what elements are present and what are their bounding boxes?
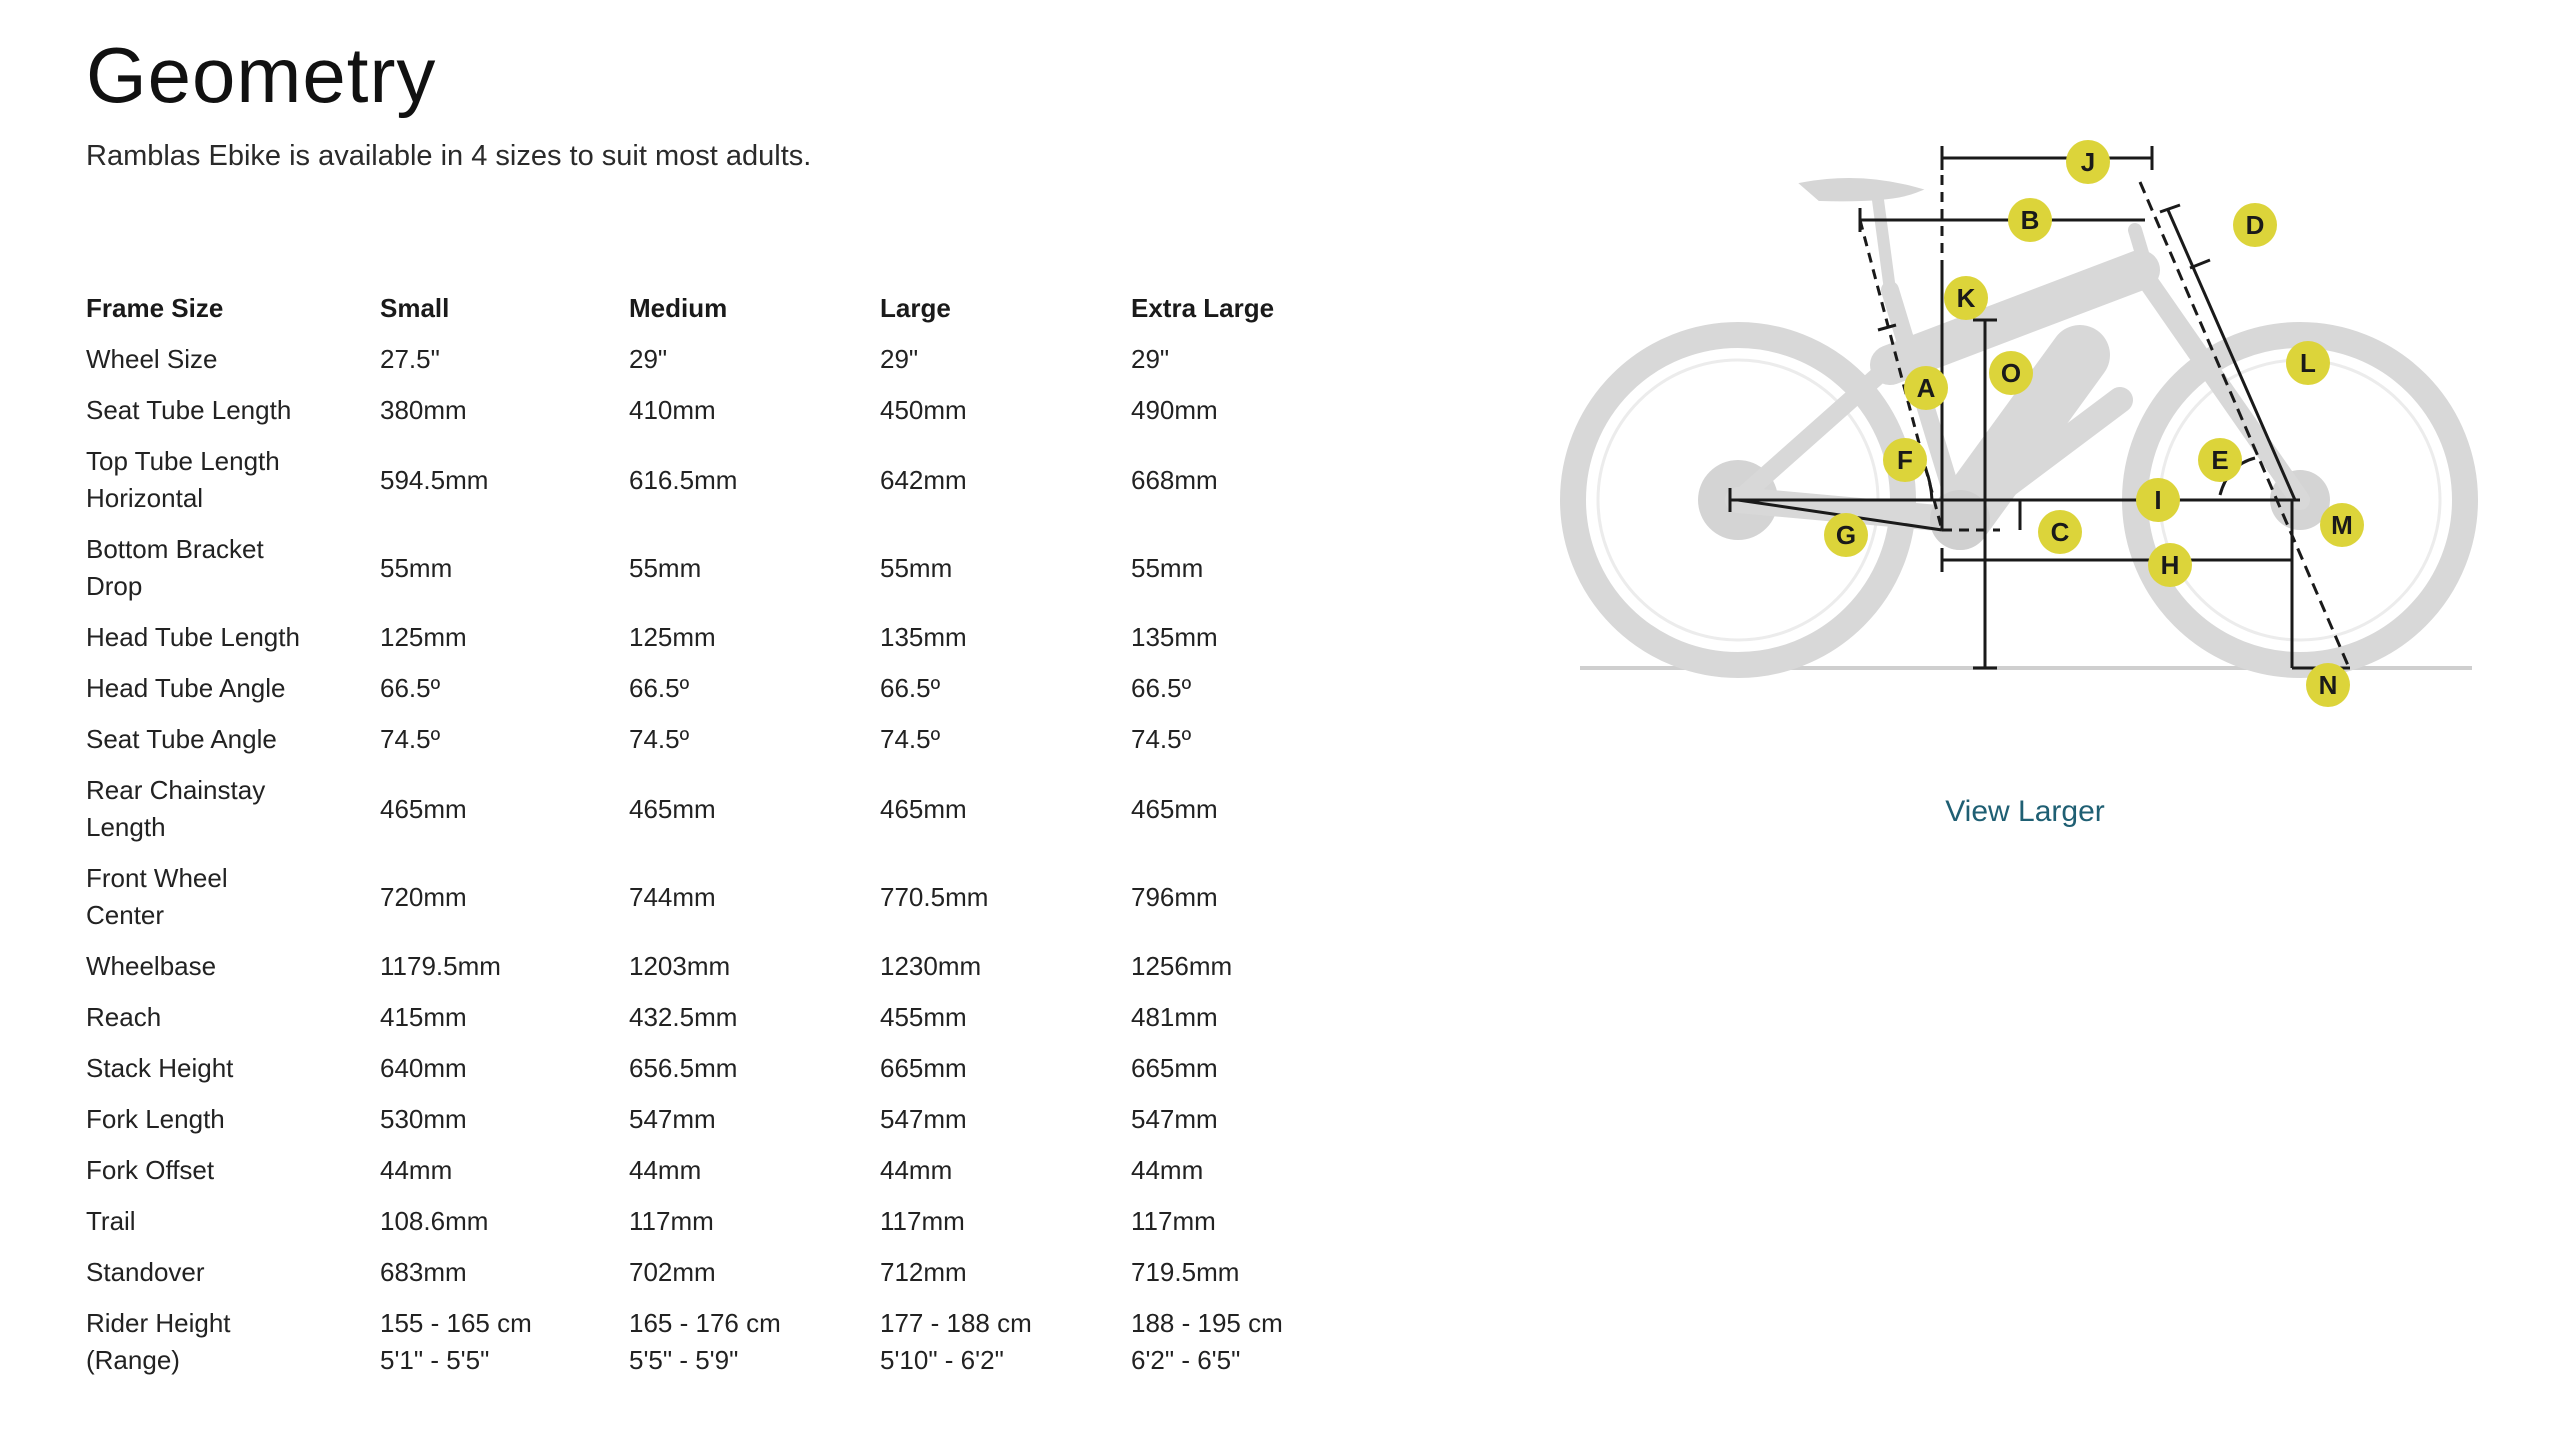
table-header-row xyxy=(86,283,1331,334)
cell-value: 432.5mm xyxy=(629,1002,738,1032)
cell-value: 55mm xyxy=(1131,552,1204,583)
svg-text:N: N xyxy=(2318,670,2338,700)
table-cell xyxy=(380,1196,629,1247)
table-cell xyxy=(380,1247,629,1298)
svg-text:O: O xyxy=(2000,358,2022,388)
cell-value: 55mm xyxy=(880,552,953,583)
svg-text:H: H xyxy=(2160,550,2180,580)
cell-value: 683mm xyxy=(380,1257,467,1287)
cell-value: 117mm xyxy=(880,1206,965,1236)
marker-o-badge xyxy=(1989,351,2033,395)
table-cell xyxy=(880,1247,1131,1298)
cell-value: 74.5º xyxy=(629,724,690,754)
cell-value: 135mm xyxy=(880,622,967,652)
column-header: Extra Large xyxy=(1131,293,1275,323)
svg-text:D: D xyxy=(2245,210,2265,240)
table-cell xyxy=(629,436,880,524)
cell-value: 616.5mm xyxy=(629,464,738,495)
cell-value: 74.5º xyxy=(1131,724,1192,754)
marker-l-badge xyxy=(2286,341,2330,385)
cell-value: 712mm xyxy=(880,1257,967,1287)
marker-b-badge xyxy=(2008,198,2052,242)
row-label xyxy=(86,1196,380,1247)
table-cell xyxy=(1131,334,1331,385)
column-header: Small xyxy=(380,293,450,323)
geometry-table xyxy=(86,283,1331,1386)
table-row xyxy=(86,1145,1331,1196)
cell-value: 1230mm xyxy=(880,951,982,981)
table-cell xyxy=(629,1247,880,1298)
cell-value: 27.5" xyxy=(380,344,440,374)
table-cell xyxy=(380,941,629,992)
table-row xyxy=(86,1247,1331,1298)
table-cell xyxy=(380,1145,629,1196)
bike-illustration xyxy=(1573,181,2472,668)
cell-value: 74.5º xyxy=(380,724,441,754)
table-cell xyxy=(380,663,629,714)
table-cell xyxy=(629,612,880,663)
table-cell xyxy=(880,663,1131,714)
table-cell xyxy=(629,1196,880,1247)
row-label xyxy=(86,1298,380,1386)
table-cell xyxy=(380,714,629,765)
page-subtitle: Ramblas Ebike is available in 4 sizes to suit most adults. xyxy=(86,140,812,172)
table-cell xyxy=(380,992,629,1043)
row-label xyxy=(86,436,380,524)
table-cell xyxy=(380,436,629,524)
cell-value: 165 - 176 cm xyxy=(629,1308,781,1338)
table-cell xyxy=(629,1145,880,1196)
cell-value: 1256mm xyxy=(1131,951,1233,981)
cell-value: 29" xyxy=(880,344,919,374)
row-label-line: Head Tube Angle xyxy=(86,673,286,703)
cell-value: 410mm xyxy=(629,395,716,425)
row-label-line: Fork Length xyxy=(86,1104,225,1134)
cell-value: 66.5º xyxy=(629,673,690,703)
svg-text:F: F xyxy=(1897,445,1913,475)
cell-value: 668mm xyxy=(1131,464,1218,495)
marker-d-badge xyxy=(2233,203,2277,247)
table-cell xyxy=(380,1094,629,1145)
bike-geometry-diagram xyxy=(1560,120,2480,720)
cell-value: 665mm xyxy=(880,1053,967,1083)
table-cell xyxy=(629,663,880,714)
cell-value: 125mm xyxy=(380,622,467,652)
row-label xyxy=(86,1043,380,1094)
cell-value: 117mm xyxy=(1131,1206,1216,1236)
row-label-line: Bottom Bracket xyxy=(86,534,264,564)
cell-value: 720mm xyxy=(380,881,467,912)
table-cell xyxy=(380,612,629,663)
cell-value: 66.5º xyxy=(380,673,441,703)
table-row xyxy=(86,524,1331,612)
row-label xyxy=(86,941,380,992)
row-label-line: Standover xyxy=(86,1257,205,1287)
row-label-line: Wheel Size xyxy=(86,344,218,374)
table-cell xyxy=(880,1298,1131,1386)
table-cell xyxy=(880,992,1131,1043)
table-cell xyxy=(629,385,880,436)
svg-text:C: C xyxy=(2050,517,2070,547)
table-cell xyxy=(880,853,1131,941)
cell-value: 465mm xyxy=(629,793,716,824)
table-cell xyxy=(380,853,629,941)
table-cell xyxy=(1131,1298,1331,1386)
row-label xyxy=(86,714,380,765)
marker-c-badge xyxy=(2038,510,2082,554)
cell-value: 530mm xyxy=(380,1104,467,1134)
table-row xyxy=(86,385,1331,436)
table-cell xyxy=(629,992,880,1043)
view-larger-link[interactable]: View Larger xyxy=(1945,795,2105,828)
table-cell xyxy=(629,1298,880,1386)
svg-text:I: I xyxy=(2154,485,2162,515)
cell-value: 490mm xyxy=(1131,395,1218,425)
table-cell xyxy=(629,1094,880,1145)
row-label-line: Rider Height xyxy=(86,1308,231,1338)
cell-value: 665mm xyxy=(1131,1053,1218,1083)
row-label-line: Reach xyxy=(86,1002,162,1032)
table-row xyxy=(86,1094,1331,1145)
cell-value: 5'10" - 6'2" xyxy=(880,1345,1004,1375)
cell-value: 66.5º xyxy=(880,673,941,703)
table-cell xyxy=(1131,663,1331,714)
table-cell xyxy=(629,853,880,941)
svg-text:A: A xyxy=(1916,373,1936,403)
cell-value: 702mm xyxy=(629,1257,716,1287)
cell-value: 29" xyxy=(629,344,668,374)
svg-text:J: J xyxy=(2080,147,2096,177)
cell-value: 5'5" - 5'9" xyxy=(629,1345,739,1375)
table-cell xyxy=(880,436,1131,524)
cell-value: 5'1" - 5'5" xyxy=(380,1345,490,1375)
table-cell xyxy=(1131,1196,1331,1247)
svg-text:K: K xyxy=(1956,283,1976,313)
cell-value: 155 - 165 cm xyxy=(380,1308,532,1338)
marker-i-badge xyxy=(2136,478,2180,522)
row-label xyxy=(86,385,380,436)
row-label-line: Front Wheel xyxy=(86,863,228,893)
column-header: Large xyxy=(880,293,951,323)
row-label-line: Rear Chainstay xyxy=(86,775,266,805)
row-label-line: Length xyxy=(86,812,166,842)
marker-m-badge xyxy=(2320,503,2364,547)
row-label-line: (Range) xyxy=(86,1345,180,1375)
table-row xyxy=(86,1043,1331,1094)
cell-value: 415mm xyxy=(380,1002,467,1032)
table-cell xyxy=(1131,1145,1331,1196)
cell-value: 465mm xyxy=(1131,793,1218,824)
table-row xyxy=(86,765,1331,853)
table-cell xyxy=(380,1298,629,1386)
cell-value: 44mm xyxy=(1131,1155,1204,1185)
table-cell xyxy=(880,714,1131,765)
cell-value: 1179.5mm xyxy=(380,951,501,981)
cell-value: 547mm xyxy=(880,1104,967,1134)
svg-text:L: L xyxy=(2300,348,2316,378)
cell-value: 117mm xyxy=(629,1206,714,1236)
table-cell xyxy=(880,524,1131,612)
table-cell xyxy=(1131,524,1331,612)
marker-j-badge xyxy=(2066,140,2110,184)
table-cell xyxy=(1131,853,1331,941)
row-label xyxy=(86,992,380,1043)
cell-value: 640mm xyxy=(380,1053,467,1083)
cell-value: 481mm xyxy=(1131,1002,1218,1032)
table-cell xyxy=(880,385,1131,436)
table-row xyxy=(86,436,1331,524)
table-cell xyxy=(880,334,1131,385)
row-label-line: Horizontal xyxy=(86,483,204,513)
table-cell xyxy=(1131,941,1331,992)
table-cell xyxy=(380,524,629,612)
row-label-line: Head Tube Length xyxy=(86,622,300,652)
cell-value: 108.6mm xyxy=(380,1206,489,1236)
table-cell xyxy=(1131,765,1331,853)
cell-value: 188 - 195 cm xyxy=(1131,1308,1283,1338)
cell-value: 796mm xyxy=(1131,881,1218,912)
table-cell xyxy=(629,1043,880,1094)
row-label-line: Fork Offset xyxy=(86,1155,215,1185)
table-cell xyxy=(1131,1043,1331,1094)
row-label-line: Seat Tube Angle xyxy=(86,724,277,754)
cell-value: 177 - 188 cm xyxy=(880,1308,1032,1338)
cell-value: 455mm xyxy=(880,1002,967,1032)
cell-value: 547mm xyxy=(629,1104,716,1134)
row-label-line: Stack Height xyxy=(86,1053,234,1083)
marker-a-badge xyxy=(1904,366,1948,410)
svg-text:E: E xyxy=(2211,445,2229,475)
svg-text:M: M xyxy=(2331,510,2353,540)
table-cell xyxy=(1131,992,1331,1043)
table-cell xyxy=(1131,436,1331,524)
cell-value: 594.5mm xyxy=(380,464,489,495)
marker-e-badge xyxy=(2198,438,2242,482)
row-label xyxy=(86,612,380,663)
row-label xyxy=(86,765,380,853)
table-row xyxy=(86,1298,1331,1386)
marker-g-badge xyxy=(1824,513,1868,557)
table-cell xyxy=(880,1043,1131,1094)
table-cell xyxy=(629,765,880,853)
table-cell xyxy=(380,334,629,385)
row-label xyxy=(86,524,380,612)
svg-text:G: G xyxy=(1835,520,1857,550)
table-cell xyxy=(380,765,629,853)
table-cell xyxy=(629,714,880,765)
cell-value: 719.5mm xyxy=(1131,1257,1240,1287)
cell-value: 6'2" - 6'5" xyxy=(1131,1345,1241,1375)
cell-value: 55mm xyxy=(380,552,453,583)
marker-f-badge xyxy=(1883,438,1927,482)
table-cell xyxy=(629,941,880,992)
table-cell xyxy=(380,385,629,436)
table-cell xyxy=(1131,1094,1331,1145)
cell-value: 44mm xyxy=(880,1155,953,1185)
table-cell xyxy=(629,334,880,385)
cell-value: 135mm xyxy=(1131,622,1218,652)
cell-value: 656.5mm xyxy=(629,1053,738,1083)
cell-value: 465mm xyxy=(380,793,467,824)
row-label-line: Center xyxy=(86,900,165,930)
row-label-line: Trail xyxy=(86,1206,136,1236)
svg-text:B: B xyxy=(2020,205,2040,235)
marker-k-badge xyxy=(1944,276,1988,320)
cell-value: 770.5mm xyxy=(880,881,989,912)
row-label xyxy=(86,1247,380,1298)
cell-value: 44mm xyxy=(629,1155,702,1185)
table-cell xyxy=(880,765,1131,853)
row-label xyxy=(86,334,380,385)
table-cell xyxy=(880,1145,1131,1196)
table-cell xyxy=(380,1043,629,1094)
table-cell xyxy=(1131,612,1331,663)
cell-value: 744mm xyxy=(629,881,716,912)
table-row xyxy=(86,853,1331,941)
table-cell xyxy=(1131,385,1331,436)
table-row xyxy=(86,941,1331,992)
cell-value: 450mm xyxy=(880,395,967,425)
table-row xyxy=(86,663,1331,714)
marker-h-badge xyxy=(2148,543,2192,587)
cell-value: 1203mm xyxy=(629,951,731,981)
table-row xyxy=(86,714,1331,765)
column-header: Frame Size xyxy=(86,293,224,323)
row-label-line: Top Tube Length xyxy=(86,446,280,476)
cell-value: 44mm xyxy=(380,1155,453,1185)
table-cell xyxy=(1131,1247,1331,1298)
marker-n-badge xyxy=(2306,663,2350,707)
row-label xyxy=(86,853,380,941)
cell-value: 465mm xyxy=(880,793,967,824)
row-label-line: Wheelbase xyxy=(86,951,217,981)
cell-value: 547mm xyxy=(1131,1104,1218,1134)
table-row xyxy=(86,992,1331,1043)
table-row xyxy=(86,1196,1331,1247)
cell-value: 380mm xyxy=(380,395,467,425)
row-label-line: Drop xyxy=(86,571,143,601)
cell-value: 125mm xyxy=(629,622,716,652)
table-row xyxy=(86,612,1331,663)
row-label xyxy=(86,1094,380,1145)
table-cell xyxy=(880,1196,1131,1247)
cell-value: 66.5º xyxy=(1131,673,1192,703)
row-label xyxy=(86,663,380,714)
table-cell xyxy=(880,1094,1131,1145)
cell-value: 29" xyxy=(1131,344,1170,374)
table-cell xyxy=(629,524,880,612)
column-header: Medium xyxy=(629,293,728,323)
page-title: Geometry xyxy=(86,31,437,119)
cell-value: 74.5º xyxy=(880,724,941,754)
table-row xyxy=(86,334,1331,385)
table-body xyxy=(86,334,1331,1386)
cell-value: 55mm xyxy=(629,552,702,583)
table-cell xyxy=(880,612,1131,663)
table-cell xyxy=(1131,714,1331,765)
cell-value: 642mm xyxy=(880,464,967,495)
table-cell xyxy=(880,941,1131,992)
row-label xyxy=(86,1145,380,1196)
row-label-line: Seat Tube Length xyxy=(86,395,292,425)
